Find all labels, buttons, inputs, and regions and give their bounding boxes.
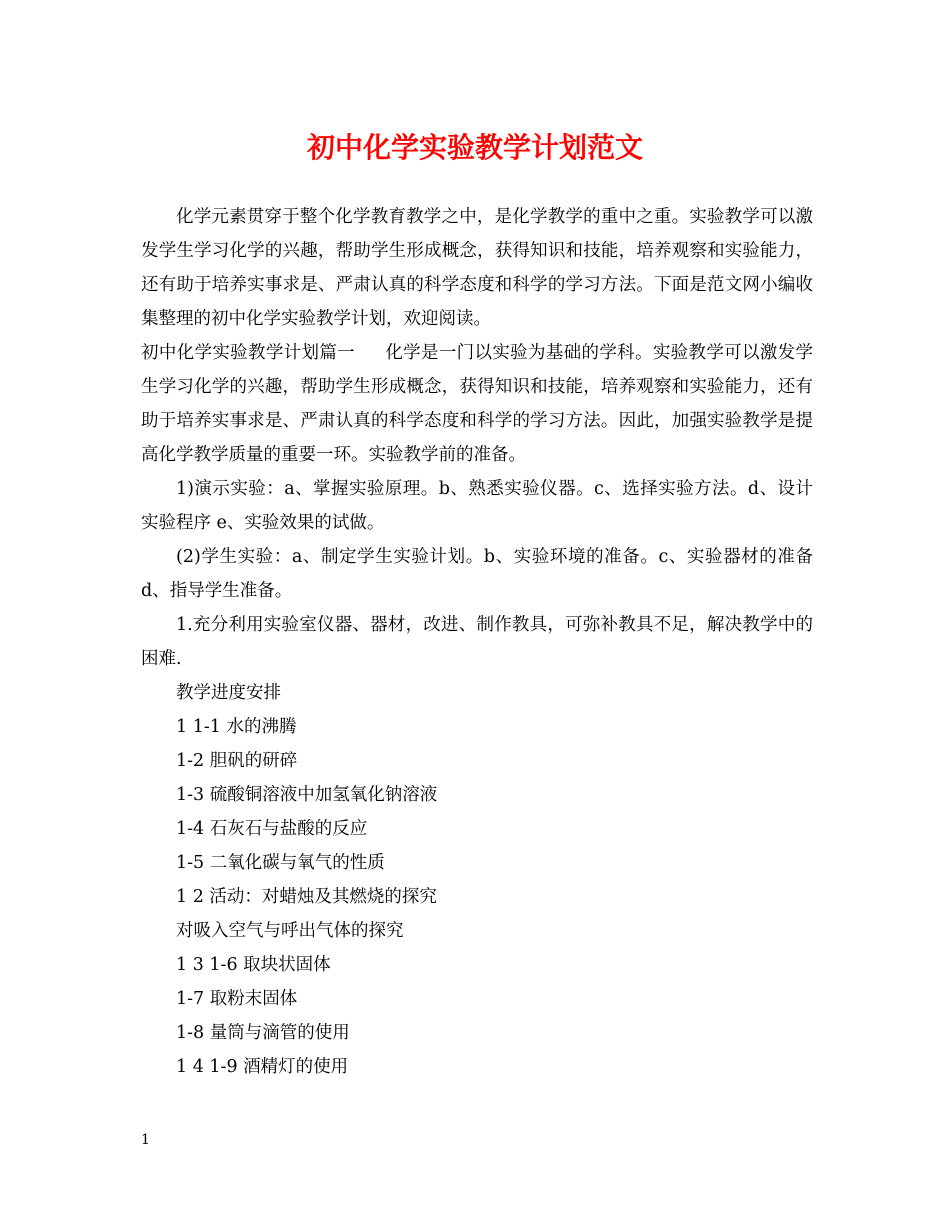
demo-experiment-paragraph: 1)演示实验：a、掌握实验原理。b、熟悉实验仪器。c、选择实验方法。d、设计实验程序 e、实验效果的试做。 — [141, 479, 813, 533]
schedule-heading: 教学进度安排 — [176, 683, 281, 703]
schedule-line: 1 3 1-6 取块状固体 — [176, 955, 331, 975]
schedule-line: 1 2 活动：对蜡烛及其燃烧的探究 — [176, 887, 437, 907]
section-text: 化学是一门以实验为基础的学科。实验教学可以激发学生学习化学的兴趣，帮助学生形成概念，获得知识和技能，培养观察和实验能力，还有助于培养实事求是、严肃认真的科学态度和科学的学习方法。因此，加强实验教学是提高化学教学质量的重要一环。实验教学前的准备。 — [141, 343, 813, 465]
schedule-line: 1-3 硫酸铜溶液中加氢氧化钠溶液 — [176, 785, 438, 805]
schedule-line: 对吸入空气与呼出气体的探究 — [176, 921, 404, 941]
schedule-line: 1 4 1-9 酒精灯的使用 — [176, 1057, 349, 1077]
schedule-line: 1 1-1 水的沸腾 — [176, 717, 297, 737]
schedule-line: 1-8 量筒与滴管的使用 — [176, 1023, 350, 1043]
schedule-line: 1-7 取粉末固体 — [176, 989, 298, 1009]
document-body — [141, 200, 813, 1084]
schedule-line: 1-5 二氧化碳与氧气的性质 — [176, 853, 385, 873]
schedule-line: 1-4 石灰石与盐酸的反应 — [176, 819, 368, 839]
student-experiment-paragraph: (2)学生实验：a、制定学生实验计划。b、实验环境的准备。c、实验器材的准备 d、指导学生准备。 — [141, 547, 813, 601]
intro-paragraph: 化学元素贯穿于整个化学教育教学之中，是化学教学的重中之重。实验教学可以激发学生学习化学的兴趣，帮助学生形成概念，获得知识和技能，培养观察和实验能力，还有助于培养实事求是、严肃认真的科学态度和科学的学习方法。下面是范文网小编收集整理的初中化学实验教学计划，欢迎阅读。 — [141, 207, 813, 329]
document-title: 初中化学实验教学计划范文 — [306, 131, 643, 164]
section-label: 初中化学实验教学计划篇一 — [141, 343, 355, 363]
section-paragraph — [141, 336, 813, 472]
schedule-line: 1-2 胆矾的研碎 — [176, 751, 298, 771]
page-number: 1 — [141, 1132, 150, 1148]
tools-paragraph: 1.充分利用实验室仪器、器材，改进、制作教具，可弥补教具不足，解决教学中的困难. — [141, 615, 813, 669]
